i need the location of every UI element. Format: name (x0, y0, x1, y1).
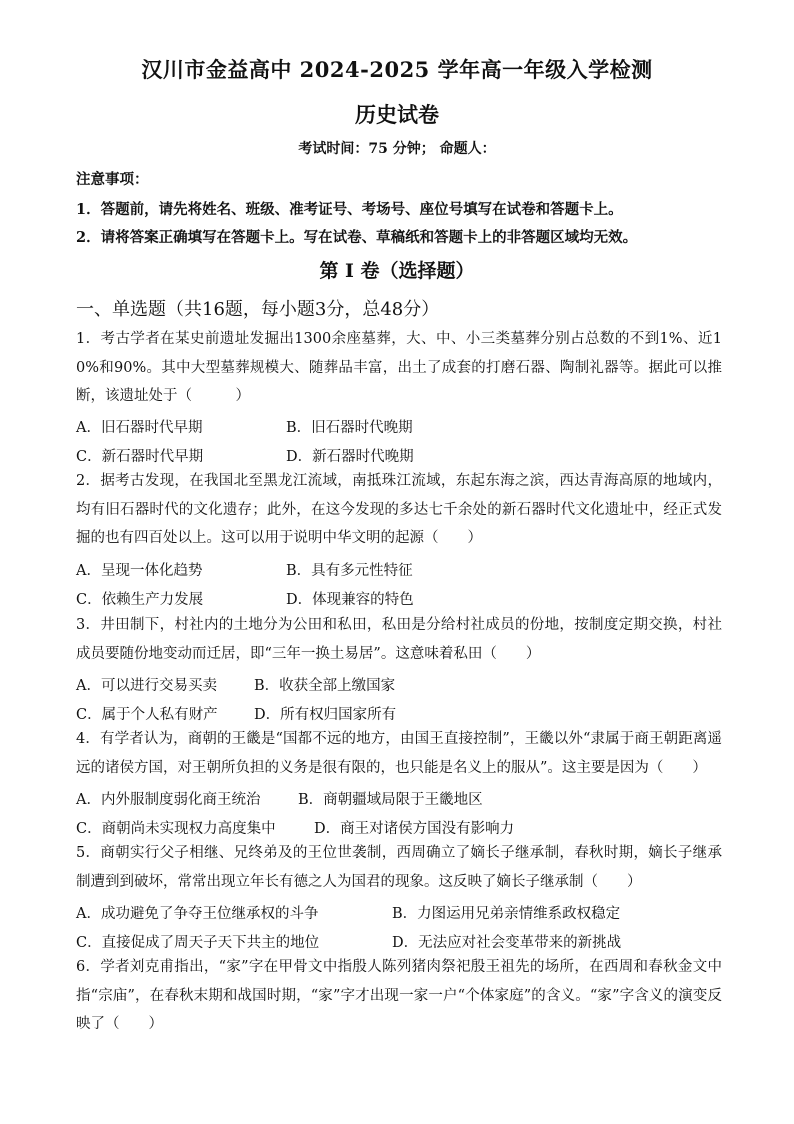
question-option: C．商朝尚未实现权力高度集中 (76, 821, 276, 837)
question-option: C．依赖生产力发展 (76, 592, 204, 608)
question-option: D．所有权归国家所有 (254, 707, 397, 723)
notice-item: 2．请将答案正确填写在答题卡上。写在试卷、草稿纸和答题卡上的非答题区域均无效。 (76, 229, 638, 246)
question-option: B．商朝疆域局限于王畿地区 (298, 792, 483, 808)
question-option: B．收获全部上缴国家 (254, 678, 396, 694)
notice-heading: 注意事项： (76, 171, 149, 188)
question-stem: 4．有学者认为，商朝的王畿是“国都不远的地方，由国王直接控制”，王畿以外“隶属于商王朝距离遥远的诸侯方国，对王朝所负担的义务是很有限的，也只能是名义上的服从”。这主要是因为（ ） (76, 731, 722, 776)
question-option: D．无法应对社会变革带来的新挑战 (392, 935, 622, 951)
section-title: 第 Ⅰ 卷（选择题） (319, 260, 475, 282)
question-option: C．新石器时代早期 (76, 449, 204, 465)
question-stem: 5．商朝实行父子相继、兄终弟及的王位世袭制，西周确立了嫡长子继承制，春秋时期，嫡长子继承制遭到到破坏，常常出现立年长有德之人为国君的现象。这反映了嫡长子继承制（ ） (76, 845, 722, 890)
part-heading: 一、单选题（共16题，每小题3分，总48分） (76, 299, 440, 320)
question-stem: 2．据考古发现，在我国北至黑龙江流域，南抵珠江流域，东起东海之滨，西达青海高原的地域内，均有旧石器时代的文化遗存；此外，在这今发现的多达七千余处的新石器时代文化遗址中，经正式发掘的也有四百处以上。这可以用于说明中华文明的起源（ ） (76, 473, 722, 547)
question-option: A．内外服制度弱化商王统治 (76, 792, 261, 808)
question-option: C．属于个人私有财产 (76, 707, 218, 723)
question-option: C．直接促成了周天子天下共主的地位 (76, 935, 320, 951)
question-stem: 1．考古学者在某史前遗址发掘出1300余座墓葬，大、中、小三类墓葬分别占总数的不到1%、近10%和90%。其中大型墓葬规模大、随葬品丰富，出土了成套的打磨石器、陶制礼器等。据此可以推断，该遗址处于（ ） (76, 331, 722, 405)
notice-item: 1．答题前，请先将姓名、班级、准考证号、考场号、座位号填写在试卷和答题卡上。 (76, 201, 623, 218)
question-option: B．具有多元性特征 (286, 563, 413, 579)
question-stem: 3．井田制下，村社内的土地分为公田和私田，私田是分给村社成员的份地，按制度定期交换，村社成员要随份地变动而迁居，即“三年一换土易居”。这意味着私田（ ） (76, 617, 722, 662)
question-option: D．商王对诸侯方国没有影响力 (314, 821, 515, 837)
question-stem: 6．学者刘克甫指出，“家”字在甲骨文中指殷人陈列猪肉祭祀殷王祖先的场所，在西周和春秋金文中指“宗庙”，在春秋末期和战国时期，“家”字才出现一家一户“个体家庭”的含义。“家”字含义的演变反映了（ ） (76, 959, 722, 1033)
question-option: A．旧石器时代早期 (76, 420, 203, 436)
exam-subject: 历史试卷 (355, 102, 439, 127)
exam-info: 考试时间：75 分钟； 命题人： (298, 141, 496, 157)
question-option: D．体现兼容的特色 (286, 592, 414, 608)
question-option: D．新石器时代晚期 (286, 449, 414, 465)
question-option: B．力图运用兄弟亲情维系政权稳定 (392, 906, 621, 922)
question-option: A．可以进行交易买卖 (76, 678, 217, 694)
question-option: B．旧石器时代晚期 (286, 420, 413, 436)
question-option: A．呈现一体化趋势 (76, 563, 203, 579)
question-option: A．成功避免了争夺王位继承权的斗争 (76, 906, 319, 922)
exam-title: 汉川市金益高中 2024-2025 学年高一年级入学检测 (141, 57, 653, 82)
